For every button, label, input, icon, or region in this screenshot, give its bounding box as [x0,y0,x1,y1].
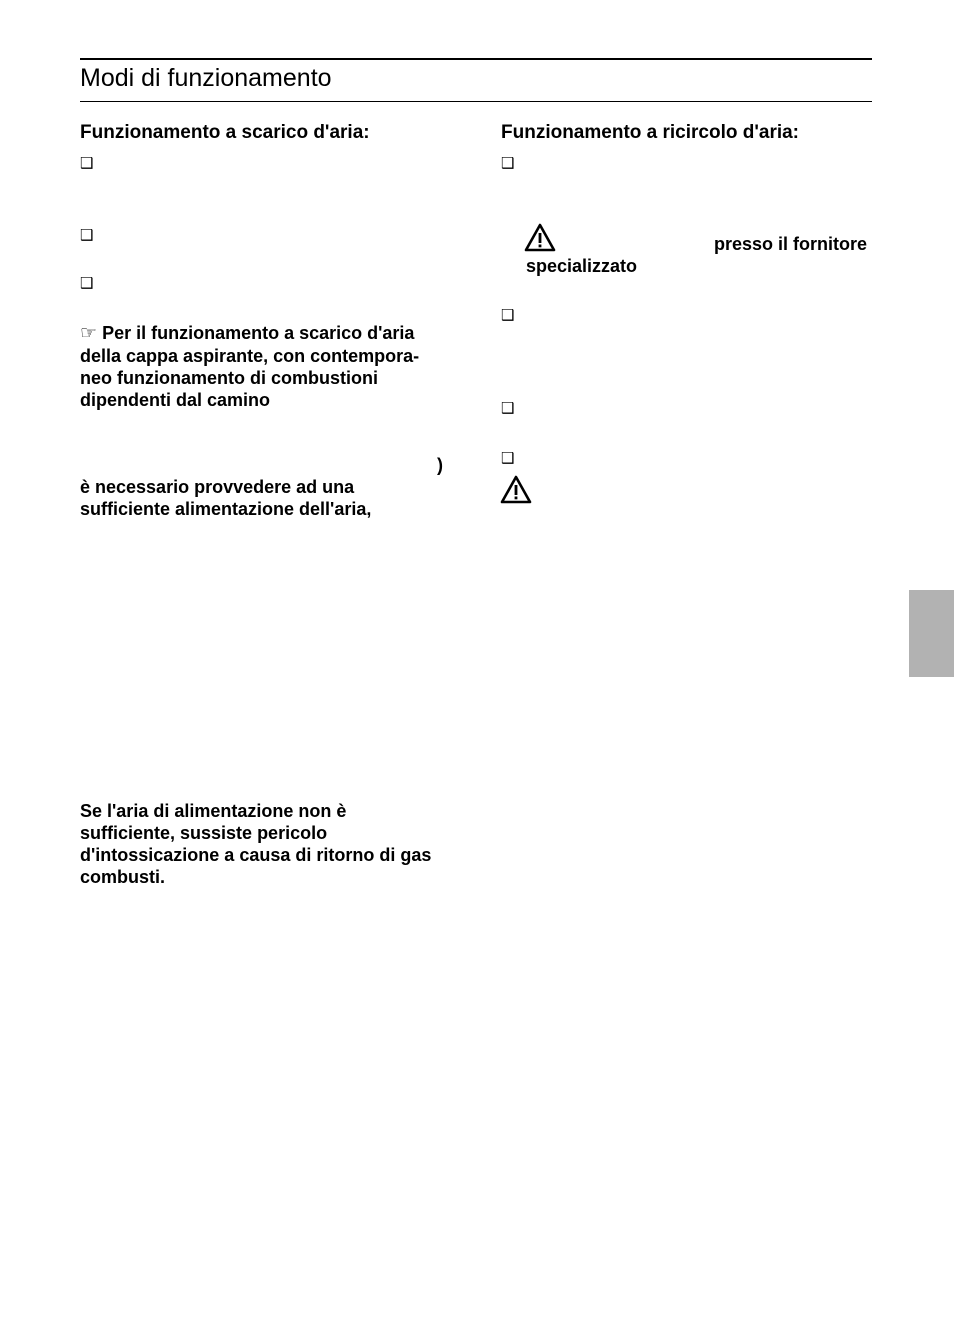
checkbox-bullet-icon: ❑ [501,450,515,467]
side-tab-marker [909,590,954,677]
note-line: dipendenti dal camino [80,390,271,410]
header-rule-top [80,58,872,60]
section-heading-recirculation: Funzionamento a ricircolo d'aria: [501,122,800,143]
checkbox-bullet-icon: ❑ [80,155,94,172]
air-supply-note [80,476,460,520]
supplier-text-cont: specializzato [526,256,638,276]
page-title: Modi di funzionamento [80,64,332,92]
checkbox-bullet-icon: ❑ [80,227,94,244]
checkbox-bullet-icon: ❑ [501,307,515,324]
note-line: neo funzionamento di combustioni [80,368,378,388]
danger-line: d'intossicazione a causa di ritorno di gas [80,845,432,865]
note-line: è necessario provvedere ad una [80,477,355,497]
danger-note [80,800,460,888]
note-line: sufficiente alimentazione dell'aria, [80,499,372,519]
checkbox-bullet-icon: ❑ [501,155,515,172]
checkbox-bullet-icon: ❑ [80,275,94,292]
danger-line: Se l'aria di alimentazione non è [80,801,347,821]
section-heading-exhaust: Funzionamento a scarico d'aria: [80,122,370,143]
note-line: della cappa aspirante, con contempora- [80,346,420,366]
warning-triangle-icon [524,223,556,253]
combustion-note [80,322,460,411]
danger-line: combusti. [80,867,166,887]
supplier-text: presso il fornitore [714,234,868,254]
closing-parenthesis: ) [437,455,443,475]
note-line: Per il funzionamento a scarico d'aria [102,323,415,343]
danger-line: sufficiente, sussiste pericolo [80,823,328,843]
checkbox-bullet-icon: ❑ [501,400,515,417]
warning-triangle-icon [500,475,532,505]
pointing-hand-icon: ☞ [80,323,98,344]
header-rule-bottom [80,101,872,102]
